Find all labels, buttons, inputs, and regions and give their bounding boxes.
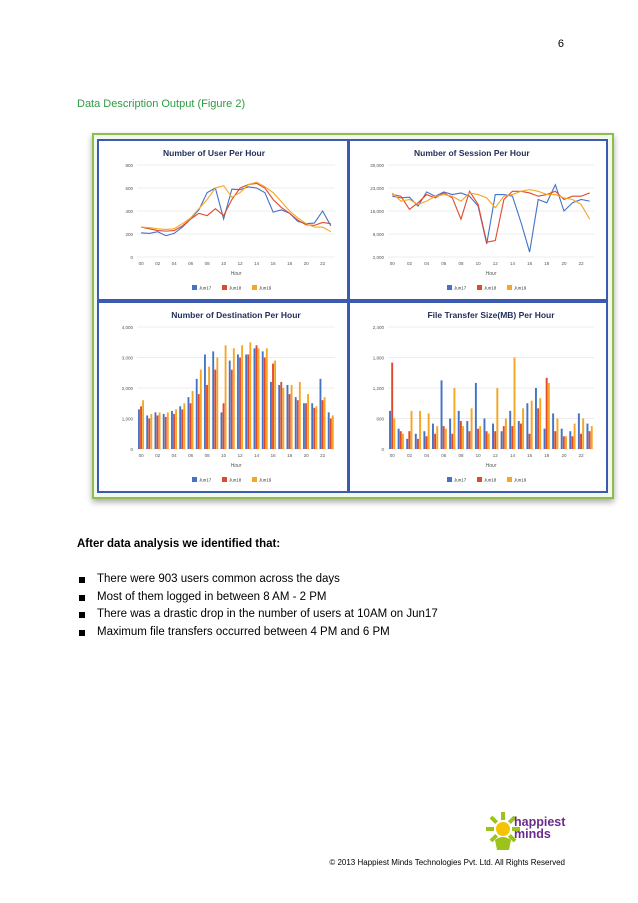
x-axis-label: Hour bbox=[230, 271, 242, 277]
findings-list bbox=[77, 571, 438, 641]
bar-jun18 bbox=[190, 403, 192, 449]
legend-swatch bbox=[447, 477, 452, 482]
bar-jun18 bbox=[563, 436, 565, 449]
x-tick-label: 18 bbox=[544, 453, 550, 458]
bar-jun18 bbox=[305, 403, 307, 449]
bar-jun19 bbox=[591, 426, 593, 449]
bar-jun19 bbox=[200, 370, 202, 449]
bullet-text: There were 903 users common across the days bbox=[97, 573, 340, 585]
x-axis-label: Hour bbox=[230, 463, 242, 469]
bar-jun19 bbox=[539, 398, 541, 449]
bar-jun18 bbox=[391, 363, 393, 449]
bar-jun18 bbox=[140, 406, 142, 449]
bar-jun17 bbox=[254, 348, 256, 449]
chart-panel-sessions bbox=[348, 139, 608, 301]
bar-jun19 bbox=[428, 413, 430, 449]
y-tick-label: 30,000 bbox=[370, 163, 384, 168]
legend-label: Jun18 bbox=[484, 477, 497, 483]
bar-jun17 bbox=[586, 424, 588, 449]
bar-jun19 bbox=[411, 411, 413, 449]
bar-jun17 bbox=[578, 413, 580, 449]
x-tick-label: 14 bbox=[509, 453, 515, 458]
bar-jun19 bbox=[183, 403, 185, 449]
bar-jun19 bbox=[556, 419, 558, 450]
bar-jun19 bbox=[299, 382, 301, 449]
figure-frame bbox=[92, 133, 614, 499]
x-tick-label: 02 bbox=[406, 453, 412, 458]
bar-jun18 bbox=[239, 358, 241, 450]
bar-jun17 bbox=[432, 424, 434, 449]
logo-wordmark bbox=[514, 816, 565, 840]
bar-jun18 bbox=[223, 403, 225, 449]
bar-jun17 bbox=[466, 421, 468, 449]
bullet-text: Most of them logged in between 8 AM - 2 PM bbox=[97, 590, 327, 603]
bar-jun18 bbox=[520, 424, 522, 449]
x-tick-label: 20 bbox=[561, 453, 567, 458]
bar-jun19 bbox=[208, 367, 210, 449]
legend-label: Jun18 bbox=[484, 285, 497, 291]
bar-jun17 bbox=[535, 388, 537, 449]
chart-panel-users bbox=[97, 139, 349, 301]
bar-jun19 bbox=[479, 426, 481, 449]
bar-jun19 bbox=[445, 429, 447, 449]
bar-jun17 bbox=[171, 411, 173, 449]
findings-heading: After data analysis we identified that: bbox=[77, 538, 281, 550]
bar-jun18 bbox=[313, 408, 315, 449]
bullet-text: Maximum file transfers occurred between 4 PM and 6 PM bbox=[97, 625, 390, 638]
x-tick-label: 12 bbox=[237, 261, 243, 266]
logo-line-1: happiest bbox=[514, 815, 566, 829]
x-tick-label: 10 bbox=[221, 453, 227, 458]
bar-jun19 bbox=[514, 358, 516, 450]
y-tick-label: 600 bbox=[125, 186, 133, 191]
bar-jun18 bbox=[297, 400, 299, 449]
legend-swatch bbox=[222, 477, 227, 482]
bar-jun17 bbox=[188, 397, 190, 449]
bar-jun19 bbox=[216, 358, 218, 450]
bar-jun18 bbox=[148, 419, 150, 450]
bar-jun17 bbox=[138, 409, 140, 449]
bar-jun17 bbox=[320, 379, 322, 449]
bar-jun18 bbox=[198, 394, 200, 449]
bar-jun19 bbox=[548, 383, 550, 449]
bar-jun17 bbox=[155, 412, 157, 449]
x-tick-label: 06 bbox=[188, 261, 194, 266]
y-tick-label: 0 bbox=[130, 447, 133, 452]
bullet-square-icon bbox=[79, 612, 85, 618]
list-item bbox=[77, 589, 438, 607]
legend-label: Jun19 bbox=[259, 285, 272, 291]
y-tick-label: 2,000 bbox=[121, 386, 133, 391]
x-tick-label: 16 bbox=[527, 261, 533, 266]
y-tick-label: 16,000 bbox=[370, 209, 384, 214]
legend-swatch bbox=[192, 285, 197, 290]
x-axis-label: Hour bbox=[485, 271, 497, 277]
bar-jun19 bbox=[462, 426, 464, 449]
bar-jun17 bbox=[328, 412, 330, 449]
bar-jun19 bbox=[453, 388, 455, 449]
bar-jun18 bbox=[580, 434, 582, 449]
legend-label: Jun18 bbox=[229, 477, 242, 483]
bar-jun19 bbox=[266, 348, 268, 449]
x-tick-label: 08 bbox=[204, 261, 210, 266]
bar-jun18 bbox=[468, 431, 470, 449]
bar-jun17 bbox=[406, 439, 408, 449]
y-tick-label: 1,800 bbox=[372, 355, 384, 361]
bar-jun18 bbox=[443, 426, 445, 449]
bar-jun19 bbox=[258, 348, 260, 449]
bar-jun17 bbox=[295, 397, 297, 449]
legend-swatch bbox=[252, 477, 257, 482]
bar-jun19 bbox=[332, 415, 334, 449]
x-tick-label: 18 bbox=[287, 261, 293, 266]
x-tick-label: 02 bbox=[155, 261, 161, 266]
bar-jun18 bbox=[494, 431, 496, 449]
bar-jun17 bbox=[501, 431, 503, 449]
x-tick-label: 22 bbox=[320, 453, 326, 458]
x-tick-label: 16 bbox=[270, 261, 276, 266]
bar-jun18 bbox=[571, 436, 573, 449]
x-tick-label: 12 bbox=[492, 453, 498, 458]
bar-jun17 bbox=[303, 403, 305, 449]
bullet-text: There was a drastic drop in the number of users at 10AM on Jun17 bbox=[97, 608, 438, 620]
x-axis-label: Hour bbox=[485, 463, 497, 469]
y-tick-label: 0 bbox=[381, 447, 384, 452]
chart-title: Number of User Per Hour bbox=[163, 148, 266, 158]
bar-jun18 bbox=[256, 345, 258, 449]
bar-jun19 bbox=[150, 414, 152, 449]
x-tick-label: 18 bbox=[544, 261, 550, 266]
y-tick-label: 23,000 bbox=[370, 186, 384, 191]
y-tick-label: 1,200 bbox=[372, 386, 384, 391]
list-item bbox=[77, 624, 438, 642]
legend-swatch bbox=[507, 285, 512, 290]
bar-jun18 bbox=[280, 382, 282, 449]
x-tick-label: 10 bbox=[475, 453, 481, 458]
bar-jun18 bbox=[173, 414, 175, 449]
bar-jun19 bbox=[225, 345, 227, 449]
legend-swatch bbox=[477, 477, 482, 482]
x-tick-label: 12 bbox=[237, 453, 243, 458]
bar-jun19 bbox=[522, 408, 524, 449]
bar-jun17 bbox=[569, 431, 571, 449]
file-transfer-per-hour-chart bbox=[350, 303, 606, 491]
x-tick-label: 06 bbox=[441, 453, 447, 458]
chart-title: Number of Destination Per Hour bbox=[171, 310, 301, 320]
x-tick-label: 04 bbox=[424, 261, 430, 266]
legend-label: Jun18 bbox=[229, 285, 242, 291]
y-tick-label: 4,000 bbox=[121, 325, 133, 330]
x-tick-label: 08 bbox=[458, 453, 464, 458]
legend-label: Jun19 bbox=[514, 477, 527, 483]
bar-jun17 bbox=[389, 411, 391, 449]
bar-jun19 bbox=[249, 342, 251, 449]
y-tick-label: 0 bbox=[130, 255, 133, 260]
bar-jun18 bbox=[477, 429, 479, 449]
x-tick-label: 08 bbox=[204, 453, 210, 458]
bar-jun19 bbox=[233, 348, 235, 449]
x-tick-label: 16 bbox=[527, 453, 533, 458]
bar-jun18 bbox=[434, 434, 436, 449]
x-tick-label: 14 bbox=[254, 453, 260, 458]
chart-panel-destinations bbox=[97, 301, 349, 493]
bar-jun19 bbox=[393, 419, 395, 450]
x-tick-label: 08 bbox=[458, 261, 464, 266]
y-tick-label: 800 bbox=[125, 163, 133, 168]
bar-jun18 bbox=[322, 400, 324, 449]
legend-label: Jun17 bbox=[199, 477, 212, 483]
bar-jun17 bbox=[526, 403, 528, 449]
bar-jun18 bbox=[451, 434, 453, 449]
figure-caption: Data Description Output (Figure 2) bbox=[77, 98, 246, 110]
bar-jun17 bbox=[483, 419, 485, 450]
bar-jun17 bbox=[196, 379, 198, 449]
bar-jun17 bbox=[475, 383, 477, 449]
bar-jun19 bbox=[175, 409, 177, 449]
legend-label: Jun19 bbox=[514, 285, 527, 291]
bar-jun17 bbox=[458, 411, 460, 449]
y-tick-label: 2,400 bbox=[372, 325, 384, 330]
bar-jun19 bbox=[291, 385, 293, 449]
bar-jun18 bbox=[214, 370, 216, 449]
legend-label: Jun19 bbox=[259, 477, 272, 483]
bar-jun17 bbox=[544, 429, 546, 449]
x-tick-label: 00 bbox=[389, 261, 395, 266]
bar-jun17 bbox=[311, 403, 313, 449]
bar-jun17 bbox=[237, 354, 239, 449]
chart-title: Number of Session Per Hour bbox=[414, 148, 530, 158]
bar-jun18 bbox=[272, 364, 274, 449]
bar-jun18 bbox=[426, 436, 428, 449]
legend-label: Jun17 bbox=[199, 285, 212, 291]
bar-jun18 bbox=[417, 439, 419, 449]
bar-jun18 bbox=[165, 417, 167, 449]
bar-jun19 bbox=[402, 434, 404, 449]
bar-jun18 bbox=[537, 408, 539, 449]
bullet-square-icon bbox=[79, 630, 85, 636]
bar-jun19 bbox=[307, 394, 309, 449]
bar-jun17 bbox=[449, 419, 451, 450]
bar-jun18 bbox=[503, 426, 505, 449]
bar-jun19 bbox=[565, 436, 567, 449]
x-tick-label: 10 bbox=[221, 261, 227, 266]
y-tick-label: 400 bbox=[125, 209, 133, 214]
legend-label: Jun17 bbox=[454, 285, 467, 291]
bar-jun17 bbox=[163, 414, 165, 449]
x-tick-label: 20 bbox=[561, 261, 567, 266]
bar-jun19 bbox=[574, 424, 576, 449]
bar-jun18 bbox=[400, 431, 402, 449]
y-tick-label: 9,000 bbox=[372, 232, 384, 237]
bar-jun18 bbox=[554, 431, 556, 449]
bar-jun18 bbox=[486, 431, 488, 449]
bar-jun18 bbox=[206, 385, 208, 449]
bar-jun19 bbox=[582, 419, 584, 450]
bullet-square-icon bbox=[79, 595, 85, 601]
x-tick-label: 12 bbox=[492, 261, 498, 266]
x-tick-label: 22 bbox=[578, 453, 584, 458]
bar-jun18 bbox=[289, 394, 291, 449]
bar-jun17 bbox=[262, 351, 264, 449]
logo-line-2: minds bbox=[514, 827, 551, 841]
legend-swatch bbox=[507, 477, 512, 482]
bar-jun17 bbox=[179, 406, 181, 449]
bar-jun17 bbox=[441, 380, 443, 449]
bar-jun19 bbox=[488, 434, 490, 449]
bar-jun17 bbox=[415, 434, 417, 449]
bar-jun18 bbox=[264, 358, 266, 450]
legend-swatch bbox=[477, 285, 482, 290]
copyright-footer: © 2013 Happiest Minds Technologies Pvt. Ltd. All Rights Reserved bbox=[329, 858, 565, 867]
x-tick-label: 04 bbox=[424, 453, 430, 458]
chart-title: File Transfer Size(MB) Per Hour bbox=[427, 310, 555, 320]
bar-jun19 bbox=[159, 412, 161, 449]
bar-jun18 bbox=[181, 409, 183, 449]
x-tick-label: 20 bbox=[303, 453, 309, 458]
line-jun18 bbox=[141, 183, 331, 231]
line-jun17 bbox=[392, 185, 589, 252]
bar-jun17 bbox=[204, 354, 206, 449]
users-per-hour-chart bbox=[99, 141, 347, 299]
x-tick-label: 16 bbox=[270, 453, 276, 458]
x-tick-label: 06 bbox=[188, 453, 194, 458]
legend-label: Jun17 bbox=[454, 477, 467, 483]
bar-jun18 bbox=[231, 370, 233, 449]
x-tick-label: 04 bbox=[171, 261, 177, 266]
bar-jun17 bbox=[245, 354, 247, 449]
bar-jun17 bbox=[278, 385, 280, 449]
bar-jun19 bbox=[419, 411, 421, 449]
x-tick-label: 06 bbox=[441, 261, 447, 266]
bar-jun17 bbox=[212, 351, 214, 449]
bar-jun17 bbox=[221, 412, 223, 449]
x-tick-label: 10 bbox=[475, 261, 481, 266]
list-item bbox=[77, 606, 438, 624]
line-jun19 bbox=[392, 190, 589, 220]
y-tick-label: 200 bbox=[125, 232, 133, 237]
bar-jun17 bbox=[509, 411, 511, 449]
bar-jun17 bbox=[398, 429, 400, 449]
bar-jun19 bbox=[282, 388, 284, 449]
bar-jun18 bbox=[157, 415, 159, 449]
bar-jun17 bbox=[552, 413, 554, 449]
legend-swatch bbox=[252, 285, 257, 290]
bar-jun19 bbox=[192, 391, 194, 449]
bar-jun19 bbox=[274, 361, 276, 449]
x-tick-label: 02 bbox=[406, 261, 412, 266]
bar-jun17 bbox=[561, 429, 563, 449]
bar-jun17 bbox=[492, 424, 494, 449]
x-tick-label: 00 bbox=[389, 453, 395, 458]
bullet-square-icon bbox=[79, 577, 85, 583]
x-tick-label: 00 bbox=[138, 261, 144, 266]
destinations-per-hour-chart bbox=[99, 303, 347, 491]
bar-jun19 bbox=[324, 397, 326, 449]
bar-jun19 bbox=[471, 408, 473, 449]
bar-jun19 bbox=[531, 401, 533, 449]
bar-jun17 bbox=[146, 415, 148, 449]
bar-jun18 bbox=[529, 434, 531, 449]
bar-jun17 bbox=[229, 361, 231, 449]
bar-jun18 bbox=[408, 431, 410, 449]
x-tick-label: 04 bbox=[171, 453, 177, 458]
bar-jun18 bbox=[460, 421, 462, 449]
legend-swatch bbox=[192, 477, 197, 482]
y-tick-label: 600 bbox=[376, 416, 384, 422]
list-item bbox=[77, 571, 438, 589]
bar-jun19 bbox=[167, 412, 169, 449]
bar-jun19 bbox=[436, 426, 438, 449]
bar-jun19 bbox=[315, 406, 317, 449]
company-logo bbox=[486, 810, 570, 854]
bar-jun17 bbox=[423, 431, 425, 449]
legend-swatch bbox=[222, 285, 227, 290]
y-tick-label: 1,000 bbox=[121, 416, 133, 422]
bar-jun19 bbox=[241, 345, 243, 449]
x-tick-label: 22 bbox=[578, 261, 584, 266]
chart-panel-file-transfer bbox=[348, 301, 608, 493]
legend-swatch bbox=[447, 285, 452, 290]
x-tick-label: 14 bbox=[254, 261, 260, 266]
x-tick-label: 00 bbox=[138, 453, 144, 458]
page-number: 6 bbox=[557, 38, 564, 50]
bar-jun19 bbox=[496, 388, 498, 449]
y-tick-label: 3,000 bbox=[121, 355, 133, 361]
x-tick-label: 14 bbox=[509, 261, 515, 266]
bar-jun18 bbox=[330, 419, 332, 450]
bar-jun18 bbox=[589, 431, 591, 449]
x-tick-label: 22 bbox=[320, 261, 326, 266]
sessions-per-hour-chart bbox=[350, 141, 606, 299]
bar-jun19 bbox=[505, 419, 507, 450]
x-tick-label: 02 bbox=[155, 453, 161, 458]
y-tick-label: 2,000 bbox=[372, 255, 384, 260]
bar-jun17 bbox=[270, 382, 272, 449]
x-tick-label: 20 bbox=[303, 261, 309, 266]
bar-jun18 bbox=[511, 426, 513, 449]
bar-jun17 bbox=[287, 385, 289, 449]
x-tick-label: 18 bbox=[287, 453, 293, 458]
bar-jun18 bbox=[247, 354, 249, 449]
bar-jun17 bbox=[518, 421, 520, 449]
bar-jun19 bbox=[142, 400, 144, 449]
bar-jun18 bbox=[546, 378, 548, 449]
